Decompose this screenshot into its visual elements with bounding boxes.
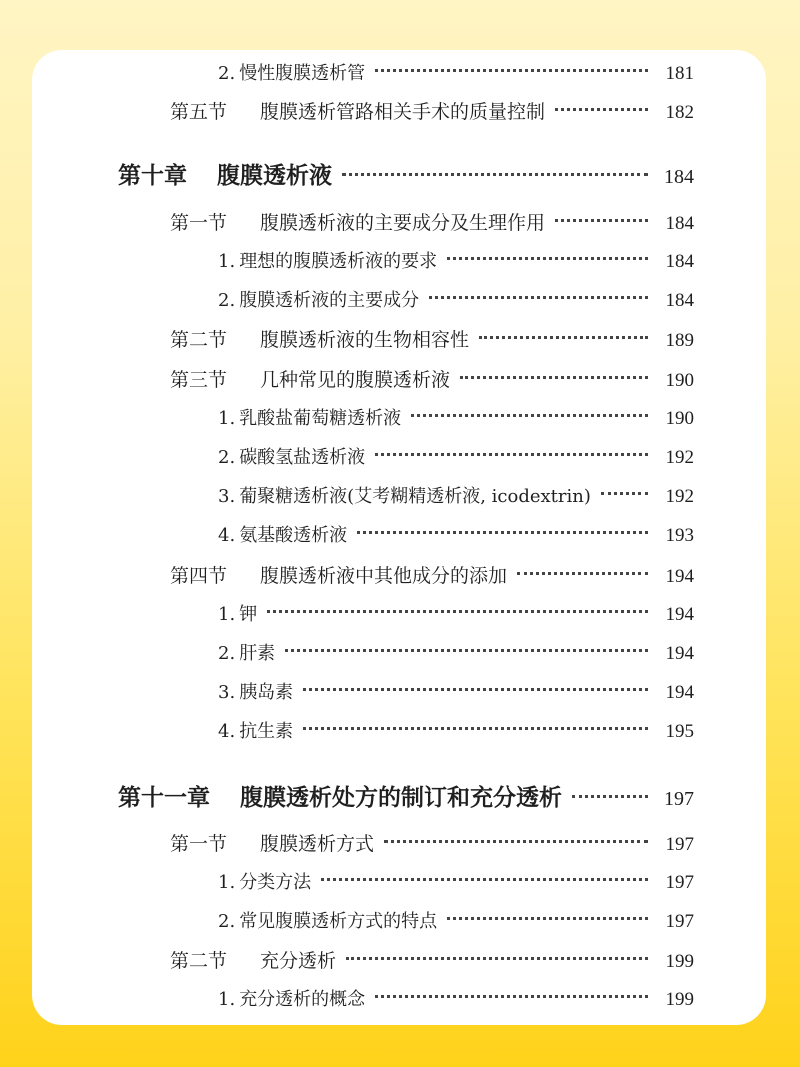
page-number: 194 <box>665 682 694 703</box>
toc-title: 腹膜透析液的生物相容性 <box>260 329 470 351</box>
toc-number: 1. <box>218 408 236 429</box>
dot-leader <box>267 610 648 613</box>
toc-title: 胰岛素 <box>239 682 294 703</box>
page-number: 190 <box>665 408 694 429</box>
page-number: 197 <box>664 788 694 810</box>
toc-number: 第五节 <box>170 101 228 123</box>
toc-item <box>218 58 694 90</box>
dot-leader <box>601 492 648 495</box>
toc-number: 第十章 <box>118 162 187 189</box>
dot-leader <box>384 840 648 843</box>
page-number: 199 <box>665 989 694 1010</box>
toc-section <box>170 324 694 356</box>
page-number: 197 <box>665 834 694 855</box>
page-number: 184 <box>664 166 694 188</box>
toc-title: 腹膜透析管路相关手术的质量控制 <box>260 101 546 123</box>
toc-number: 第三节 <box>170 369 228 391</box>
page-number: 194 <box>665 566 694 587</box>
toc-item <box>218 716 694 748</box>
toc-number: 第十一章 <box>118 784 210 811</box>
page-number: 194 <box>665 604 694 625</box>
toc-number: 1. <box>218 872 236 893</box>
toc-title: 乳酸盐葡萄糖透析液 <box>239 408 402 429</box>
toc-title: 腹膜透析液 <box>217 162 332 189</box>
book-page <box>32 50 766 1025</box>
toc-number: 第二节 <box>170 329 228 351</box>
dot-leader <box>303 727 648 730</box>
toc-item <box>218 867 694 899</box>
page-number: 184 <box>665 290 694 311</box>
toc-number: 2. <box>218 643 236 664</box>
page-number: 184 <box>665 251 694 272</box>
toc-number: 3. <box>218 486 236 507</box>
page-number: 197 <box>665 872 694 893</box>
toc-title: 充分透析的概念 <box>239 989 366 1010</box>
dot-leader <box>375 995 648 998</box>
page-number: 184 <box>665 213 694 234</box>
page-number: 193 <box>665 525 694 546</box>
toc-item <box>218 442 694 474</box>
toc-item <box>218 481 694 513</box>
dot-leader <box>375 69 648 72</box>
toc-section <box>170 945 694 977</box>
dot-leader <box>342 173 648 176</box>
dot-leader <box>447 917 648 920</box>
page-number: 192 <box>665 447 694 468</box>
page-number: 182 <box>665 102 694 123</box>
toc-title: 肝素 <box>239 643 276 664</box>
dot-leader <box>572 795 648 798</box>
toc-title: 慢性腹膜透析管 <box>239 63 366 84</box>
page-number: 181 <box>665 63 694 84</box>
toc-number: 2. <box>218 447 236 468</box>
toc-item <box>218 246 694 278</box>
dot-leader <box>357 531 648 534</box>
toc-number: 2. <box>218 290 236 311</box>
dot-leader <box>375 453 648 456</box>
page-number: 192 <box>665 486 694 507</box>
toc-title: 腹膜透析方式 <box>260 833 375 855</box>
dot-leader <box>321 878 648 881</box>
toc-chapter <box>118 782 694 814</box>
page-number: 195 <box>665 721 694 742</box>
toc-number: 第一节 <box>170 212 228 234</box>
toc-title: 葡聚糖透析液(艾考糊精透析液, icodextrin) <box>239 486 591 507</box>
dot-leader <box>479 336 648 339</box>
toc-title: 充分透析 <box>260 950 337 972</box>
toc-title: 碳酸氢盐透析液 <box>239 447 366 468</box>
toc-item <box>218 984 694 1016</box>
toc-section <box>170 364 694 396</box>
toc-chapter <box>118 160 694 192</box>
dot-leader <box>346 957 648 960</box>
toc-number: 4. <box>218 525 236 546</box>
toc-title: 抗生素 <box>239 721 294 742</box>
page-number: 190 <box>665 370 694 391</box>
toc-number: 1. <box>218 604 236 625</box>
page-number: 194 <box>665 643 694 664</box>
toc-item <box>218 520 694 552</box>
dot-leader <box>447 257 648 260</box>
toc-title: 腹膜透析液中其他成分的添加 <box>260 565 508 587</box>
toc-number: 第四节 <box>170 565 228 587</box>
toc-title: 常见腹膜透析方式的特点 <box>239 911 438 932</box>
toc-item <box>218 638 694 670</box>
table-of-contents <box>32 50 766 1025</box>
toc-number: 2. <box>218 63 236 84</box>
dot-leader <box>411 414 648 417</box>
toc-item <box>218 599 694 631</box>
toc-section <box>170 207 694 239</box>
toc-title: 腹膜透析液的主要成分及生理作用 <box>260 212 546 234</box>
toc-title: 分类方法 <box>239 872 312 893</box>
dot-leader <box>460 376 648 379</box>
toc-item <box>218 285 694 317</box>
toc-title: 腹膜透析处方的制订和充分透析 <box>240 784 562 811</box>
toc-section <box>170 560 694 592</box>
toc-title: 氨基酸透析液 <box>239 525 348 546</box>
dot-leader <box>429 296 648 299</box>
dot-leader <box>555 108 648 111</box>
toc-title: 理想的腹膜透析液的要求 <box>239 251 438 272</box>
toc-title: 钾 <box>239 604 258 625</box>
page-number: 199 <box>665 951 694 972</box>
dot-leader <box>285 649 648 652</box>
toc-item <box>218 403 694 435</box>
toc-number: 3. <box>218 682 236 703</box>
toc-number: 1. <box>218 251 236 272</box>
toc-number: 4. <box>218 721 236 742</box>
toc-item <box>218 677 694 709</box>
toc-section <box>170 828 694 860</box>
toc-number: 1. <box>218 989 236 1010</box>
dot-leader <box>555 219 648 222</box>
page-number: 189 <box>665 330 694 351</box>
dot-leader <box>517 572 648 575</box>
toc-section <box>170 96 694 128</box>
toc-title: 腹膜透析液的主要成分 <box>239 290 420 311</box>
toc-item <box>218 906 694 938</box>
toc-title: 几种常见的腹膜透析液 <box>260 369 451 391</box>
dot-leader <box>303 688 648 691</box>
page-number: 197 <box>665 911 694 932</box>
toc-number: 第一节 <box>170 833 228 855</box>
toc-number: 第二节 <box>170 950 228 972</box>
toc-number: 2. <box>218 911 236 932</box>
